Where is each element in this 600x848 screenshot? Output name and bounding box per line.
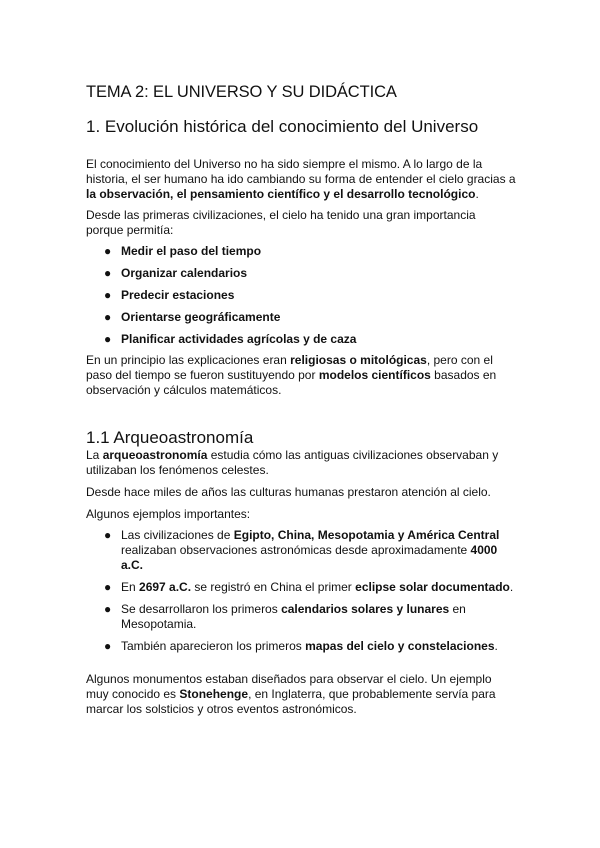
paragraph-importance: Desde las primeras civilizaciones, el cielo ha tenido una gran importancia porque permitía:	[86, 208, 476, 237]
paragraph-attention: Desde hace miles de años las culturas humanas prestaron atención al cielo.	[86, 485, 491, 499]
paragraph-intro: El conocimiento del Universo no ha sido siempre el mismo. A lo largo de la historia, el ser humano ha ido cambiando su forma de entender el cielo gracias a la observación, el pensamiento científico y el desarrollo tecnológico.	[86, 157, 516, 201]
list-item: ● En 2697 a.C. se registró en China el primer eclipse solar documentado.	[104, 580, 514, 594]
bullet-icon: ●	[104, 639, 112, 653]
list-item: ● Medir el paso del tiempo	[104, 244, 262, 258]
paragraph-monuments: Algunos monumentos estaban diseñados para observar el cielo. Un ejemplo muy conocido es Stonehenge, en Inglaterra, que probablemente servía para marcar los solsticios y otros eventos astronómicos.	[86, 672, 496, 716]
list-item: ● También aparecieron los primeros mapas del cielo y constelaciones.	[104, 639, 498, 653]
bullet-icon: ●	[104, 602, 112, 616]
page-title: TEMA 2: EL UNIVERSO Y SU DIDÁCTICA	[86, 83, 397, 101]
bullet-icon: ●	[104, 310, 112, 324]
examples-list	[86, 528, 516, 661]
bullet-icon: ●	[104, 244, 112, 258]
bullet-icon: ●	[104, 332, 112, 346]
bullet-icon: ●	[104, 528, 112, 542]
importance-list	[86, 244, 516, 354]
paragraph-explanations: En un principio las explicaciones eran religiosas o mitológicas, pero con el paso del tiempo se fueron sustituyendo por modelos científicos basados en observación y cálculos matemáticos.	[86, 353, 497, 397]
bullet-icon: ●	[104, 580, 112, 594]
list-item: ● Organizar calendarios	[104, 266, 248, 280]
bullet-icon: ●	[104, 288, 112, 302]
list-item: ● Planificar actividades agrícolas y de caza	[104, 332, 357, 346]
list-item: ● Orientarse geográficamente	[104, 310, 281, 324]
list-item: ● Predecir estaciones	[104, 288, 235, 302]
list-item: ● Se desarrollaron los primeros calendarios solares y lunares en Mesopotamia.	[104, 602, 466, 631]
section-heading-arqueoastronomia: 1.1 Arqueoastronomía	[86, 428, 254, 447]
list-item: ● Las civilizaciones de Egipto, China, Mesopotamia y América Central realizaban observaciones astronómicas desde aproximadamente 4000 a.C.	[104, 528, 500, 572]
section-heading-evolucion: 1. Evolución histórica del conocimiento del Universo	[86, 117, 479, 136]
paragraph-definition: La arqueoastronomía estudia cómo las antiguas civilizaciones observaban y utilizaban los fenómenos celestes.	[86, 448, 499, 477]
paragraph-examples-intro: Algunos ejemplos importantes:	[86, 507, 251, 521]
bullet-icon: ●	[104, 266, 112, 280]
